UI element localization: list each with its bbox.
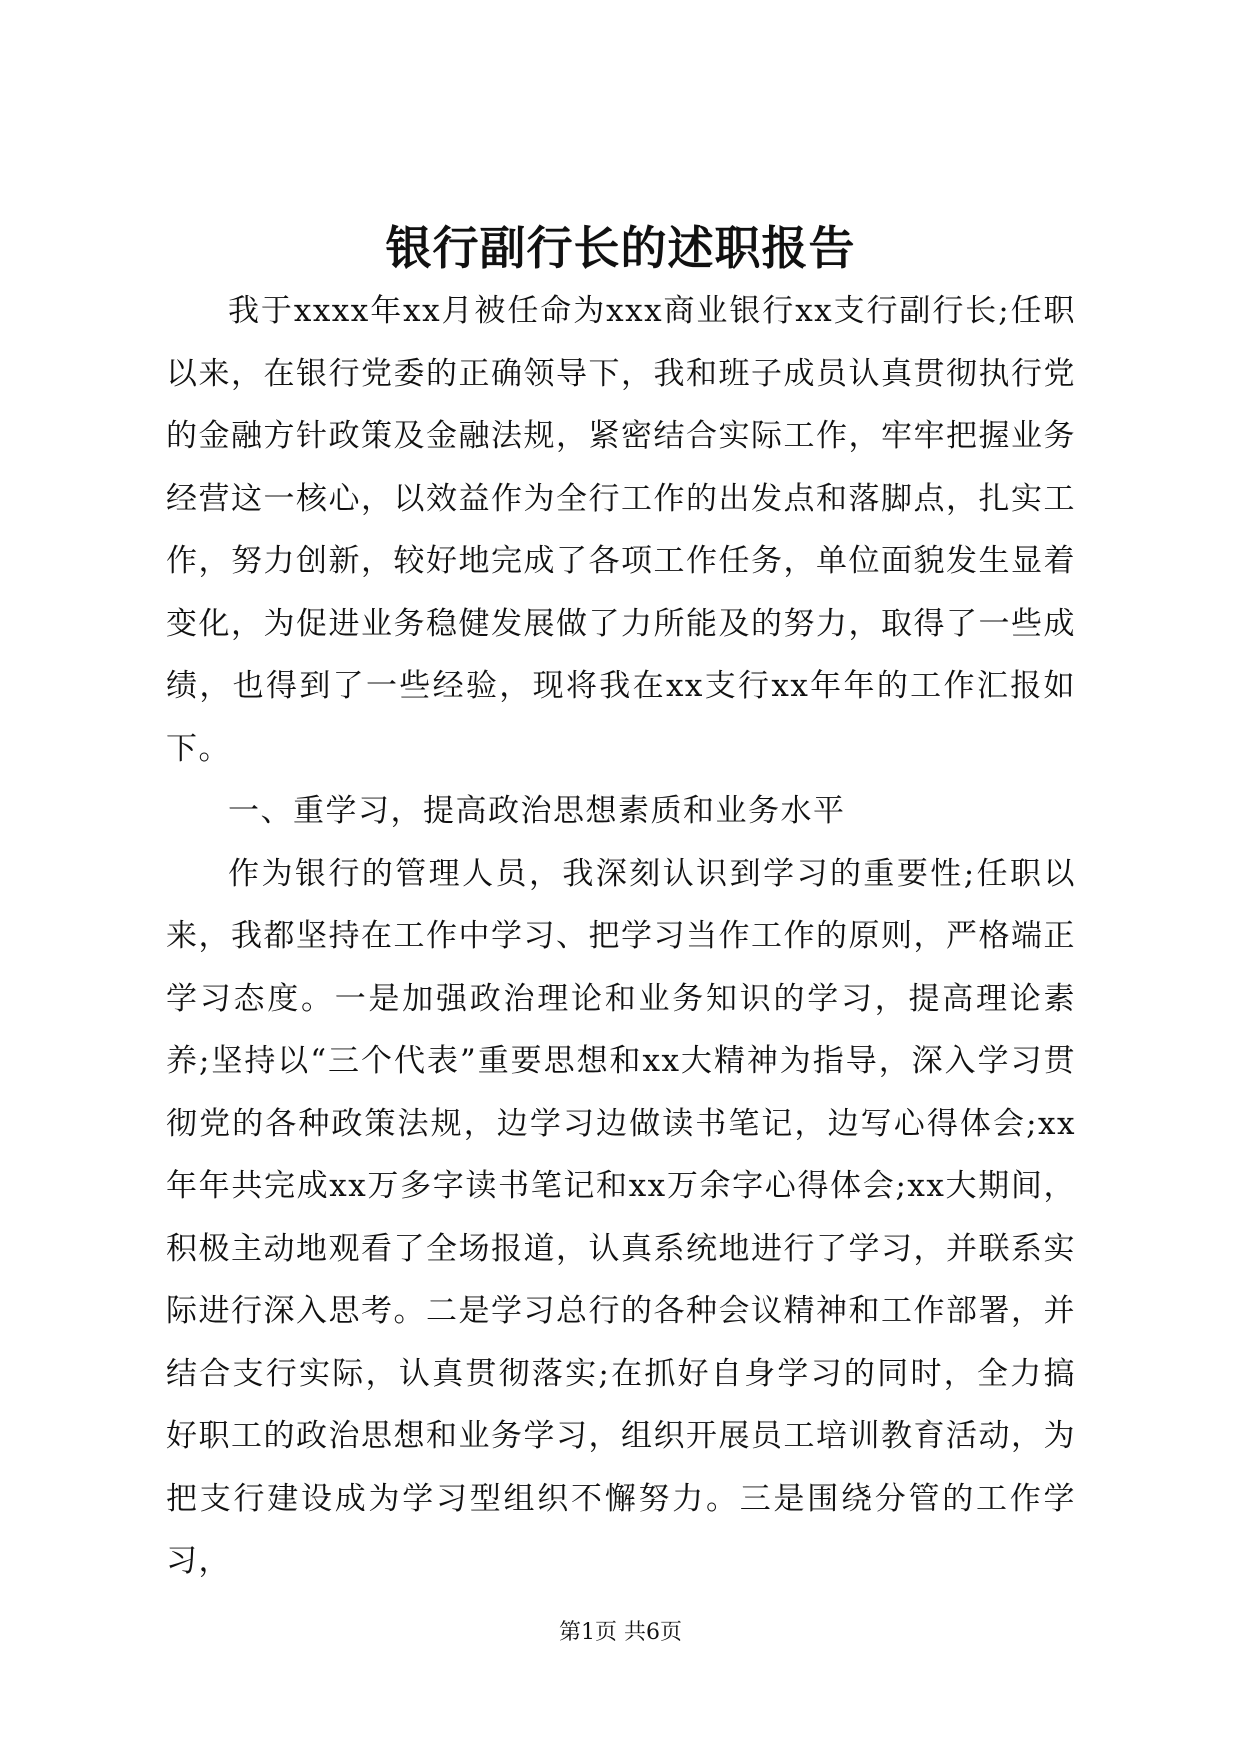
document-body <box>166 280 1076 1593</box>
document-title: 银行副行长的述职报告 <box>385 221 856 275</box>
page-footer: 第1页 共6页 <box>559 1620 682 1645</box>
paragraph-study: 作为银行的管理人员，我深刻认识到学习的重要性;任职以来，我都坚持在工作中学习、把学习当作工作的原则，严格端正学习态度。一是加强政治理论和业务知识的学习，提高理论素养;坚持以“三个代表”重要思想和xx大精神为指导，深入学习贯彻党的各种政策法规，边学习边做读书笔记，边写心得体会;xx年年共完成xx万多字读书笔记和xx万余字心得体会;xx大期间，积极主动地观看了全场报道，认真系统地进行了学习，并联系实际进行深入思考。二是学习总行的各种会议精神和工作部署，并结合支行实际，认真贯彻落实;在抓好自身学习的同时，全力搞好职工的政治思想和业务学习，组织开展员工培训教育活动，为把支行建设成为学习型组织不懈努力。三是围绕分管的工作学习， <box>166 855 1076 1579</box>
section-heading-1: 一、重学习，提高政治思想素质和业务水平 <box>228 793 846 829</box>
paragraph-intro: 我于xxxx年xx月被任命为xxx商业银行xx支行副行长;任职以来，在银行党委的正确领导下，我和班子成员认真贯彻执行党的金融方针政策及金融法规，紧密结合实际工作，牢牢把握业务经营这一核心，以效益作为全行工作的出发点和落脚点，扎实工作，努力创新，较好地完成了各项工作任务，单位面貌发生显着变化，为促进业务稳健发展做了力所能及的努力，取得了一些成绩，也得到了一些经验，现将我在xx支行xx年年的工作汇报如下。 <box>166 293 1076 767</box>
